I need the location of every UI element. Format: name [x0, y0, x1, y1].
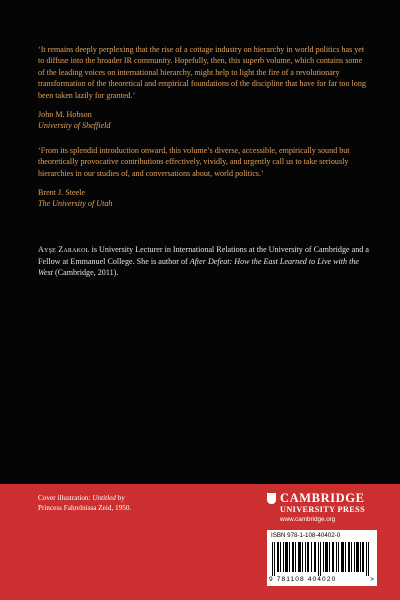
endorser-name-2: Brent J. Steele	[38, 188, 85, 198]
endorsement-quote-1: ‘It remains deeply perplexing that the rise of a cottage industry on hierarchy in world politics has yet to diffuse into the broader IR community. Hopefully, then, this superb volume, which contains some of the leading voices on international hierarchy, might help to light the fire of a revolutionary transformation of the theoretical and empirical foundations of the discipline that have for far too long been taken lazily for granted.’	[38, 45, 366, 100]
barcode-digits: 9 781108 404020	[269, 576, 337, 583]
endorser-institution-2: The University of Utah	[38, 199, 113, 209]
isbn-label: ISBN 978-1-108-40402-0	[271, 532, 341, 539]
endorsement-attribution-1	[38, 109, 368, 131]
barcode-box	[267, 530, 377, 586]
bio-text-part-2: (Cambridge, 2011).	[53, 268, 119, 278]
bio-author-name: Ayşe Zarakol	[38, 245, 90, 254]
cover-illustration-credit	[38, 494, 188, 513]
publisher-name: CAMBRIDGE	[280, 491, 365, 505]
shield-icon	[267, 493, 276, 504]
barcode-icon	[272, 542, 372, 576]
credit-prefix: Cover illustration:	[38, 494, 93, 502]
author-bio	[38, 244, 370, 279]
bio-text-part-1: is University Lecturer in International Relations at the University of Cambridge and a Fellow at Emmanuel College. She is author of	[38, 245, 369, 266]
endorsement-quote-2: ‘From its splendid introduction onward, this volume’s diverse, accessible, empirically sound but theoretically provocative contributions effectively, vividly, and urgently call us to take seriously hierarchies in our studies of, and conversations about, world politics.’	[38, 146, 350, 178]
credit-artist: Princess Fahrelnissa Zeid, 1950.	[38, 503, 132, 512]
endorser-institution-1: University of Sheffield	[38, 121, 111, 131]
credit-artwork-title: Untitled	[92, 494, 116, 502]
barcode-arrow: >	[370, 576, 374, 583]
bio-book-title: After Defeat: How the East Learned to Live with the West	[38, 256, 360, 278]
publisher-subtitle: UNIVERSITY PRESS	[280, 505, 366, 514]
endorsement-attribution-2	[38, 187, 368, 209]
publisher-url: www.cambridge.org	[280, 516, 336, 523]
credit-suffix: by	[115, 494, 125, 502]
endorser-name-1: John M. Hobson	[38, 110, 92, 120]
endorsements	[38, 44, 368, 209]
